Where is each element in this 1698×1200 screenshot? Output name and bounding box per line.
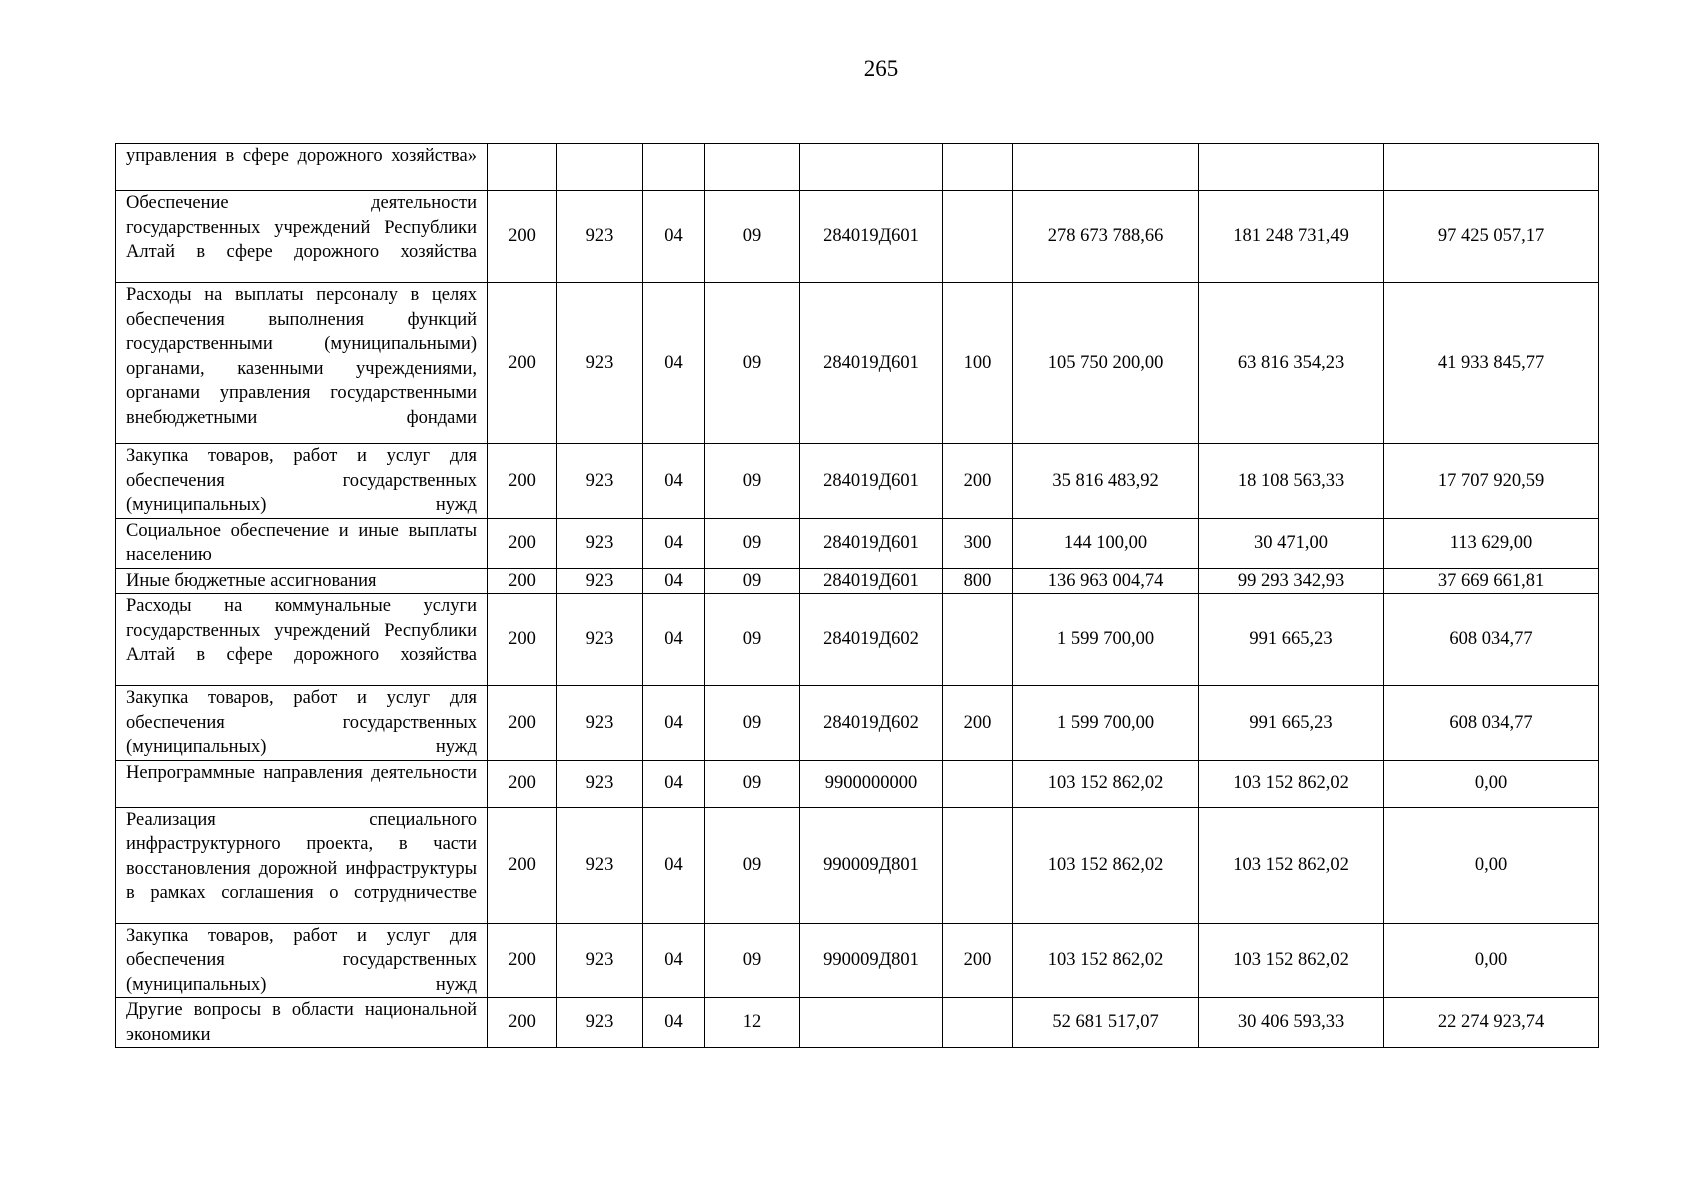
row-description: Реализация специального инфраструктурного проекта, в части восстановления дорожной инфраструктуры в рамках соглашения о сотрудничестве <box>116 807 488 923</box>
section-code: 04 <box>643 594 705 686</box>
code-column-2: 923 <box>557 923 643 998</box>
code-column-1 <box>488 144 557 191</box>
code-column-2: 923 <box>557 518 643 568</box>
amount-3: 41 933 845,77 <box>1384 283 1599 444</box>
code-column-1: 200 <box>488 686 557 761</box>
amount-1: 35 816 483,92 <box>1013 444 1199 519</box>
amount-3: 0,00 <box>1384 807 1599 923</box>
amount-1: 103 152 862,02 <box>1013 760 1199 807</box>
amount-2: 30 406 593,33 <box>1199 998 1384 1048</box>
amount-3: 608 034,77 <box>1384 686 1599 761</box>
expense-type-code: 200 <box>943 923 1013 998</box>
amount-1: 278 673 788,66 <box>1013 191 1199 283</box>
amount-2: 63 816 354,23 <box>1199 283 1384 444</box>
section-code: 04 <box>643 760 705 807</box>
subsection-code: 09 <box>705 686 800 761</box>
budget-table <box>115 143 1599 1048</box>
amount-2: 991 665,23 <box>1199 594 1384 686</box>
table-row <box>116 518 1599 568</box>
code-column-2: 923 <box>557 807 643 923</box>
table-row <box>116 686 1599 761</box>
code-column-2 <box>557 144 643 191</box>
amount-3: 608 034,77 <box>1384 594 1599 686</box>
expense-type-code <box>943 191 1013 283</box>
expense-type-code: 300 <box>943 518 1013 568</box>
row-description: Обеспечение деятельности государственных учреждений Республики Алтай в сфере дорожного хозяйства <box>116 191 488 283</box>
target-article-code: 284019Д601 <box>800 283 943 444</box>
target-article-code <box>800 998 943 1048</box>
amount-2: 103 152 862,02 <box>1199 923 1384 998</box>
amount-1: 103 152 862,02 <box>1013 807 1199 923</box>
section-code: 04 <box>643 191 705 283</box>
subsection-code: 09 <box>705 444 800 519</box>
table-row <box>116 923 1599 998</box>
section-code: 04 <box>643 998 705 1048</box>
code-column-2: 923 <box>557 568 643 594</box>
amount-3 <box>1384 144 1599 191</box>
subsection-code: 09 <box>705 807 800 923</box>
section-code: 04 <box>643 686 705 761</box>
target-article-code: 284019Д601 <box>800 518 943 568</box>
expense-type-code <box>943 144 1013 191</box>
page-number: 265 <box>863 56 899 81</box>
code-column-2: 923 <box>557 998 643 1048</box>
amount-1: 103 152 862,02 <box>1013 923 1199 998</box>
row-description: Закупка товаров, работ и услуг для обеспечения государственных (муниципальных) нужд <box>116 444 488 519</box>
row-description: управления в сфере дорожного хозяйства» <box>116 144 488 191</box>
amount-2 <box>1199 144 1384 191</box>
table-row <box>116 568 1599 594</box>
table-row <box>116 594 1599 686</box>
amount-3: 0,00 <box>1384 923 1599 998</box>
subsection-code <box>705 144 800 191</box>
expense-type-code <box>943 760 1013 807</box>
target-article-code: 990009Д801 <box>800 807 943 923</box>
code-column-1: 200 <box>488 594 557 686</box>
amount-1 <box>1013 144 1199 191</box>
table-row <box>116 191 1599 283</box>
expense-type-code <box>943 594 1013 686</box>
target-article-code: 284019Д601 <box>800 191 943 283</box>
code-column-1: 200 <box>488 998 557 1048</box>
table-body <box>116 144 1599 1048</box>
section-code: 04 <box>643 444 705 519</box>
target-article-code: 284019Д601 <box>800 444 943 519</box>
code-column-1: 200 <box>488 760 557 807</box>
target-article-code: 284019Д602 <box>800 594 943 686</box>
row-description: Другие вопросы в области национальной экономики <box>116 998 488 1048</box>
amount-3: 22 274 923,74 <box>1384 998 1599 1048</box>
subsection-code: 12 <box>705 998 800 1048</box>
amount-1: 1 599 700,00 <box>1013 594 1199 686</box>
code-column-2: 923 <box>557 594 643 686</box>
code-column-1: 200 <box>488 568 557 594</box>
section-code <box>643 144 705 191</box>
expense-type-code: 800 <box>943 568 1013 594</box>
section-code: 04 <box>643 807 705 923</box>
amount-3: 37 669 661,81 <box>1384 568 1599 594</box>
code-column-1: 200 <box>488 191 557 283</box>
row-description: Закупка товаров, работ и услуг для обеспечения государственных (муниципальных) нужд <box>116 686 488 761</box>
target-article-code: 9900000000 <box>800 760 943 807</box>
amount-2: 103 152 862,02 <box>1199 807 1384 923</box>
row-description: Закупка товаров, работ и услуг для обеспечения государственных (муниципальных) нужд <box>116 923 488 998</box>
amount-3: 17 707 920,59 <box>1384 444 1599 519</box>
code-column-1: 200 <box>488 518 557 568</box>
code-column-2: 923 <box>557 191 643 283</box>
amount-1: 105 750 200,00 <box>1013 283 1199 444</box>
subsection-code: 09 <box>705 191 800 283</box>
expense-type-code <box>943 998 1013 1048</box>
table-row <box>116 144 1599 191</box>
table-row <box>116 283 1599 444</box>
amount-2: 99 293 342,93 <box>1199 568 1384 594</box>
amount-3: 0,00 <box>1384 760 1599 807</box>
expense-type-code: 200 <box>943 686 1013 761</box>
row-description: Социальное обеспечение и иные выплаты населению <box>116 518 488 568</box>
subsection-code: 09 <box>705 923 800 998</box>
expense-type-code: 100 <box>943 283 1013 444</box>
amount-2: 181 248 731,49 <box>1199 191 1384 283</box>
amount-3: 113 629,00 <box>1384 518 1599 568</box>
row-description: Расходы на коммунальные услуги государственных учреждений Республики Алтай в сфере дорожного хозяйства <box>116 594 488 686</box>
amount-3: 97 425 057,17 <box>1384 191 1599 283</box>
amount-2: 30 471,00 <box>1199 518 1384 568</box>
code-column-2: 923 <box>557 686 643 761</box>
section-code: 04 <box>643 923 705 998</box>
row-description: Иные бюджетные ассигнования <box>116 568 488 594</box>
target-article-code: 284019Д602 <box>800 686 943 761</box>
amount-1: 1 599 700,00 <box>1013 686 1199 761</box>
code-column-1: 200 <box>488 283 557 444</box>
subsection-code: 09 <box>705 760 800 807</box>
code-column-1: 200 <box>488 444 557 519</box>
table-row <box>116 760 1599 807</box>
target-article-code: 284019Д601 <box>800 568 943 594</box>
amount-2: 18 108 563,33 <box>1199 444 1384 519</box>
subsection-code: 09 <box>705 518 800 568</box>
row-description: Непрограммные направления деятельности <box>116 760 488 807</box>
code-column-2: 923 <box>557 760 643 807</box>
amount-1: 52 681 517,07 <box>1013 998 1199 1048</box>
code-column-2: 923 <box>557 283 643 444</box>
row-description: Расходы на выплаты персоналу в целях обеспечения выполнения функций государственными (муниципальными) органами, казенными учреждениями, органами управления государственными внебюджетными фондами <box>116 283 488 444</box>
table-row <box>116 444 1599 519</box>
subsection-code: 09 <box>705 594 800 686</box>
target-article-code <box>800 144 943 191</box>
amount-2: 103 152 862,02 <box>1199 760 1384 807</box>
section-code: 04 <box>643 518 705 568</box>
subsection-code: 09 <box>705 283 800 444</box>
table-row <box>116 998 1599 1048</box>
code-column-1: 200 <box>488 807 557 923</box>
code-column-1: 200 <box>488 923 557 998</box>
expense-type-code: 200 <box>943 444 1013 519</box>
target-article-code: 990009Д801 <box>800 923 943 998</box>
amount-1: 136 963 004,74 <box>1013 568 1199 594</box>
section-code: 04 <box>643 568 705 594</box>
subsection-code: 09 <box>705 568 800 594</box>
code-column-2: 923 <box>557 444 643 519</box>
table-row <box>116 807 1599 923</box>
section-code: 04 <box>643 283 705 444</box>
amount-1: 144 100,00 <box>1013 518 1199 568</box>
amount-2: 991 665,23 <box>1199 686 1384 761</box>
expense-type-code <box>943 807 1013 923</box>
